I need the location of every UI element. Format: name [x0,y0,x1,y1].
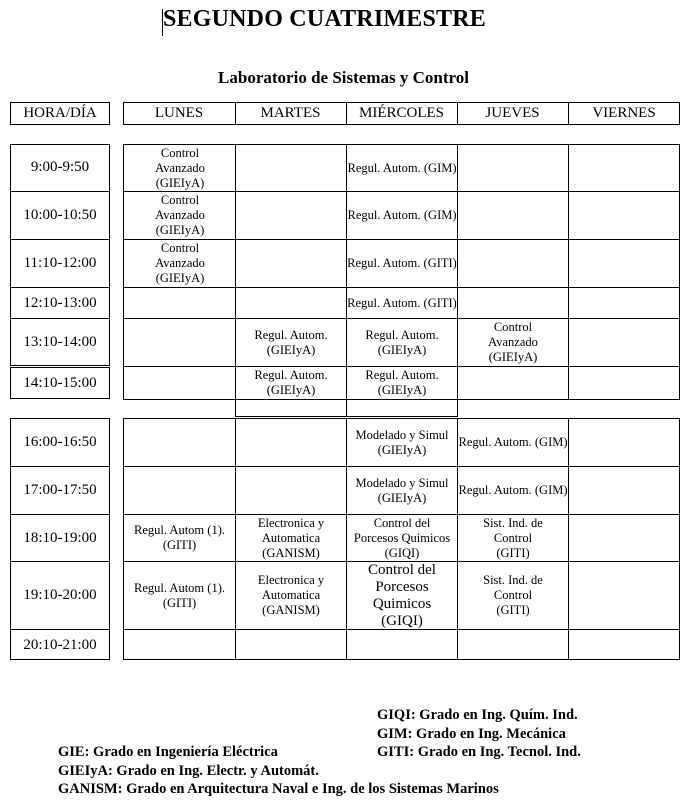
class-cell: Regul. Autom. (GIEIyA) [365,327,439,357]
class-cell: Control Avanzado (GIEIyA) [155,193,205,237]
class-cell: Electronica y Automatica (GANISM) [257,573,325,617]
header-jueves: JUEVES [485,105,540,121]
time-label: 19:10-20:00 [23,587,97,603]
legend-gim: GIM: Grado en Ing. Mecánica [377,726,566,742]
class-cell: Regul. Autom. (GIM) [458,483,568,497]
class-cell: Sist. Ind. de Control (GITI) [483,573,543,617]
class-cell: Modelado y Simul (GIEIyA) [355,475,449,505]
class-cell: Regul. Autom. (GIEIyA) [254,368,328,397]
class-cell: Electronica y Automatica (GANISM) [257,515,325,560]
class-cell: Regul. Autom. (GIM) [458,435,568,449]
time-label: 18:10-19:00 [23,529,97,546]
col-divider [568,144,569,400]
col-divider [568,418,569,660]
class-cell: Regul. Autom. (GITI) [347,255,457,270]
header-hora: HORA/DÍA [23,105,97,121]
class-cell: Control del Porcesos Quimicos (GIQI) [353,515,451,560]
col-divider [346,418,347,660]
class-cell: Regul. Autom. (GIM) [347,208,457,222]
time-label: 9:00-9:50 [30,159,90,175]
legend-ganism: GANISM: Grado en Arquitectura Naval e Ing. de los Sistemas Marinos [58,781,499,797]
legend-gieiya: GIEIyA: Grado en Ing. Electr. y Automát. [58,763,319,779]
row-divider [123,191,680,192]
page-title: SEGUNDO CUATRIMESTRE [163,6,486,32]
class-cell: Regul. Autom. (GITI) [347,295,457,310]
class-cell: Regul. Autom. (GIEIyA) [254,327,328,357]
time-label: 14:10-15:00 [23,374,97,391]
class-cell: Control Avanzado (GIEIyA) [155,145,205,190]
header-lunes: LUNES [154,105,204,121]
time-label: 20:10-21:00 [23,636,97,653]
class-cell: Control Avanzado (GIEIyA) [155,240,205,285]
time-label: 12:10-13:00 [23,294,97,311]
time-label: 13:10-14:00 [23,334,97,350]
col-divider [457,144,458,417]
header-martes: MARTES [260,105,321,121]
header-miercoles: MIÉRCOLES [358,105,444,121]
page-subtitle: Laboratorio de Sistemas y Control [218,68,469,87]
class-cell: Regul. Autom. (GIEIyA) [365,368,439,397]
legend-giqi: GIQI: Grado en Ing. Quím. Ind. [377,707,578,723]
class-cell: Modelado y Simul (GIEIyA) [355,427,449,457]
time-label: 10:00-10:50 [23,207,97,223]
legend-giti: GITI: Grado en Ing. Tecnol. Ind. [377,744,581,760]
time-label: 16:00-16:50 [23,433,97,450]
header-viernes: VIERNES [592,105,656,121]
class-cell: Control Avanzado (GIEIyA) [488,320,538,364]
class-cell: Sist. Ind. de Control (GITI) [483,515,543,560]
gap-divider [235,416,458,417]
class-cell: Regul. Autom. (GIM) [347,160,457,175]
time-label: 17:00-17:50 [23,482,97,498]
time-label: 11:10-12:00 [23,255,97,271]
class-cell: Control del Porcesos Quimicos (GIQI) [368,561,436,629]
legend-gie: GIE: Grado en Ingeniería Eléctrica [58,744,278,760]
class-cell: Regul. Autom (1). (GITI) [134,580,225,610]
class-cell: Regul. Autom (1). (GITI) [134,523,225,552]
col-divider [235,418,236,660]
